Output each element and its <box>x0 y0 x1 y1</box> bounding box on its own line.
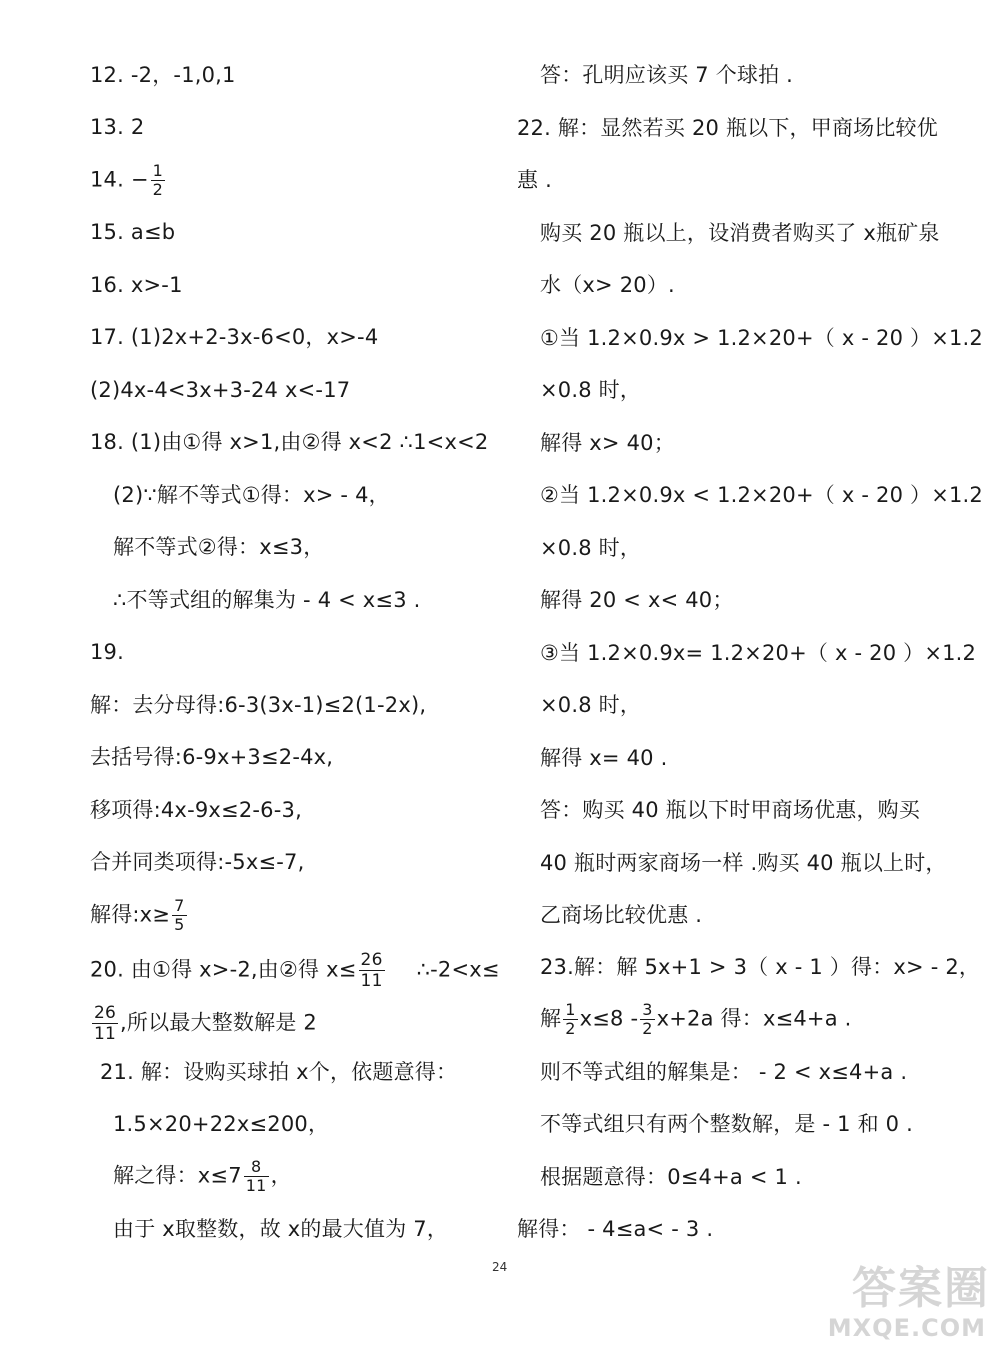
answer-19-step1: 解：去分母得:6-3(3x-1)≤2(1-2x), <box>90 693 427 717</box>
step-mid: x≤8 - <box>579 1006 639 1031</box>
answer-22-case1-result: 解得 x> 40； <box>540 431 675 455</box>
numerator: 8 <box>244 1158 269 1177</box>
answer-16: 16. x>-1 <box>90 273 183 297</box>
answer-20-tail: ∴-2<x≤ <box>416 957 500 982</box>
denominator: 2 <box>642 1019 653 1038</box>
page-number: 24 <box>492 1260 508 1274</box>
answer-21-conclusion: 由于 x取整数，故 x的最大值为 7， <box>113 1217 449 1241</box>
answer-13: 13. 2 <box>90 115 145 139</box>
answer-18-line4: ∴不等式组的解集为 - 4 < x≤3 . <box>113 588 421 612</box>
denominator: 2 <box>152 180 164 199</box>
answer-12: 12. -2，-1,0,1 <box>90 63 236 87</box>
fraction <box>563 1001 577 1038</box>
answer-22-case2-result: 解得 20 < x< 40； <box>540 588 734 612</box>
answer-23-result: 解得： - 4≤a< - 3 . <box>517 1217 714 1241</box>
answer-22-case2: ②当 1.2×0.9x < 1.2×20+（ x - 20 ）×1.2 <box>540 483 983 507</box>
result-label: 解得:x≥ <box>90 902 171 927</box>
numerator: 26 <box>94 1003 117 1023</box>
fraction <box>359 950 385 991</box>
answer-22-case1: ①当 1.2×0.9x > 1.2×20+（ x - 20 ）×1.2 <box>540 326 983 350</box>
answer-19-result <box>90 897 189 934</box>
answer-22-case1-cont: ×0.8 时， <box>540 378 642 402</box>
answer-19-step4: 合并同类项得:-5x≤-7, <box>90 850 305 874</box>
answer-22-conclusion: 答：购买 40 瓶以下时甲商场优惠，购买 <box>540 798 921 822</box>
answer-22-setup: 购买 20 瓶以上，设消费者购买了 x瓶矿泉 <box>540 221 940 245</box>
solution-tail: ， <box>270 1163 292 1188</box>
numerator: 26 <box>360 950 383 970</box>
answer-23-integers: 不等式组只有两个整数解，是 - 1 和 0 . <box>540 1112 913 1136</box>
watermark-url: MXQE.COM <box>827 1314 986 1342</box>
watermark-logo <box>827 1252 990 1342</box>
answer-22-cont: 惠 . <box>517 168 552 192</box>
answer-22: 22. 解：显然若买 20 瓶以下，甲商场比较优 <box>517 116 938 140</box>
answer-20-line2 <box>90 1003 317 1044</box>
denominator: 11 <box>245 1176 267 1195</box>
fraction <box>640 1001 654 1038</box>
answer-19-step3: 移项得:4x-9x≤2-6-3, <box>90 798 302 822</box>
answer-20-conclusion: ,所以最大整数解是 2 <box>120 1010 317 1035</box>
answer-23: 23.解：解 5x+1 > 3（ x - 1 ）得：x> - 2， <box>540 955 981 979</box>
answer-21-solution <box>113 1158 292 1195</box>
answer-21-inequality: 1.5×20+22x≤200， <box>113 1112 330 1136</box>
denominator: 11 <box>360 971 383 991</box>
fraction <box>172 897 186 934</box>
watermark-logo-text: 答案圈 <box>852 1263 990 1314</box>
answer-18-line3: 解不等式②得：x≤3， <box>113 535 325 559</box>
answer-22-case3: ③当 1.2×0.9x= 1.2×20+（ x - 20 ）×1.2 <box>540 641 977 665</box>
answer-20 <box>90 950 500 991</box>
answer-20-label: 20. 由①得 x>-2,由②得 x≤ <box>90 957 357 982</box>
step-tail: x+2a 得：x≤4+a . <box>656 1006 852 1031</box>
numerator: 3 <box>642 1000 653 1019</box>
answer-22-case3-result: 解得 x= 40 . <box>540 746 668 770</box>
answer-21-final: 答：孔明应该买 7 个球拍 . <box>540 63 794 87</box>
answer-23-solution-set: 则不等式组的解集是： - 2 < x≤4+a . <box>540 1060 908 1084</box>
answer-15: 15. a≤b <box>90 220 176 244</box>
fraction <box>92 1003 118 1044</box>
answer-14-label: 14. − <box>90 167 149 192</box>
answer-22-setup-cont: 水（x> 20）. <box>540 273 675 297</box>
answer-19-step2: 去括号得:6-9x+3≤2-4x, <box>90 745 334 769</box>
answer-18-part1: 18. (1)由①得 x>1,由②得 x<2 ∴1<x<2 <box>90 430 489 454</box>
answer-23-step2 <box>540 1001 852 1038</box>
answer-17-part2: (2)4x-4<3x+3-24 x<-17 <box>90 378 351 402</box>
answer-21: 21. 解：设购买球拍 x个，依题意得： <box>100 1060 458 1084</box>
answer-22-case3-cont: ×0.8 时， <box>540 693 642 717</box>
step-label: 解 <box>540 1006 562 1031</box>
answer-23-condition: 根据题意得：0≤4+a < 1 . <box>540 1165 802 1189</box>
denominator: 5 <box>174 915 185 934</box>
numerator: 1 <box>152 161 164 180</box>
answer-22-conclusion-cont: 40 瓶时两家商场一样 .购买 40 瓶以上时， <box>540 851 947 875</box>
numerator: 1 <box>565 1000 576 1019</box>
answer-17-part1: 17. (1)2x+2-3x-6<0，x>-4 <box>90 325 379 349</box>
denominator: 2 <box>565 1019 576 1038</box>
denominator: 11 <box>94 1024 117 1044</box>
answer-22-case2-cont: ×0.8 时， <box>540 536 642 560</box>
answer-19: 19. <box>90 640 124 664</box>
numerator: 7 <box>174 896 185 915</box>
answer-18-part2: (2)∵解不等式①得：x> - 4， <box>113 483 390 507</box>
answer-14 <box>90 162 167 199</box>
fraction <box>151 162 165 199</box>
answer-22-conclusion-end: 乙商场比较优惠 . <box>540 903 703 927</box>
solution-label: 解之得：x≤7 <box>113 1163 242 1188</box>
fraction <box>244 1158 269 1195</box>
